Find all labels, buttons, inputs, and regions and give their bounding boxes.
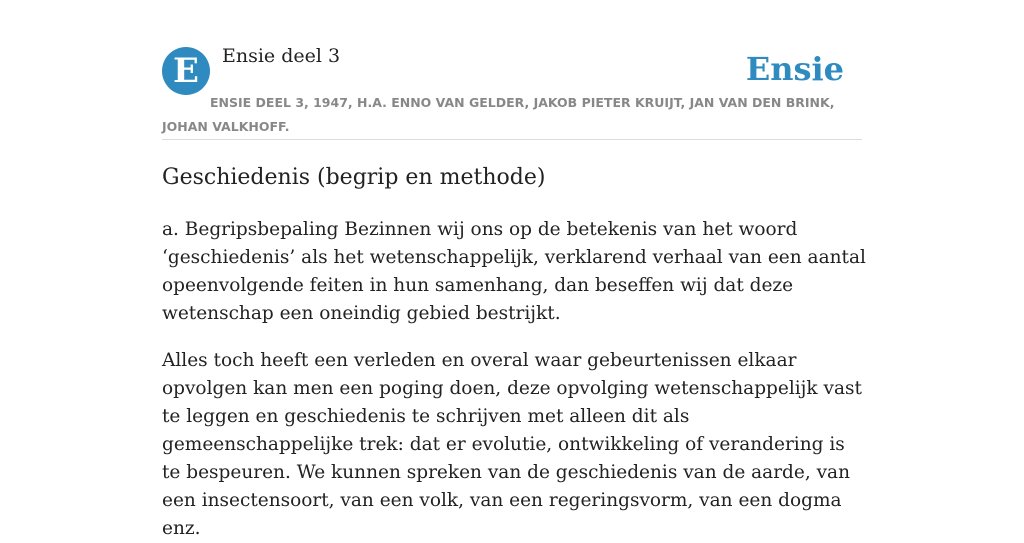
ensie-logo-icon[interactable]: E [162,47,210,95]
article-paragraph: a. Begripsbepaling Bezinnen wij ons op de betekenis van het woord ‘geschiedenis’ als het wetenschappelijk, verklarend verhaal van een aantal opeenvolgende feiten in hun samenhang, dan beseffen wij dat deze wetenschap een oneindig gebied bestrijkt. [162,219,866,324]
source-title[interactable]: Ensie deel 3 [222,45,341,67]
header [162,44,862,140]
article-paragraph: Alles toch heeft een verleden en overal waar gebeurtenissen elkaar opvolgen kan men een poging doen, deze opvolging wetenschappelijk vast te leggen en geschiedenis te schrijven met alleen dit als gemeenschappelijke trek: dat er evolutie, ontwikkeling of verandering is te bespeuren. We kunnen spreken van de geschiedenis van de aarde, van een insectensoort, van een volk, van een regeringsvorm, van een dogma enz. [162,350,862,539]
brand-logo[interactable]: Ensie [745,50,844,88]
source-meta: ENSIE DEEL 3, 1947, H.A. ENNO VAN GELDER, JAKOB PIETER KRUIJT, JAN VAN DEN BRINK, JOHAN VALKHOFF. [162,95,835,134]
article-title: Geschiedenis (begrip en methode) [162,165,546,190]
article [162,162,867,543]
